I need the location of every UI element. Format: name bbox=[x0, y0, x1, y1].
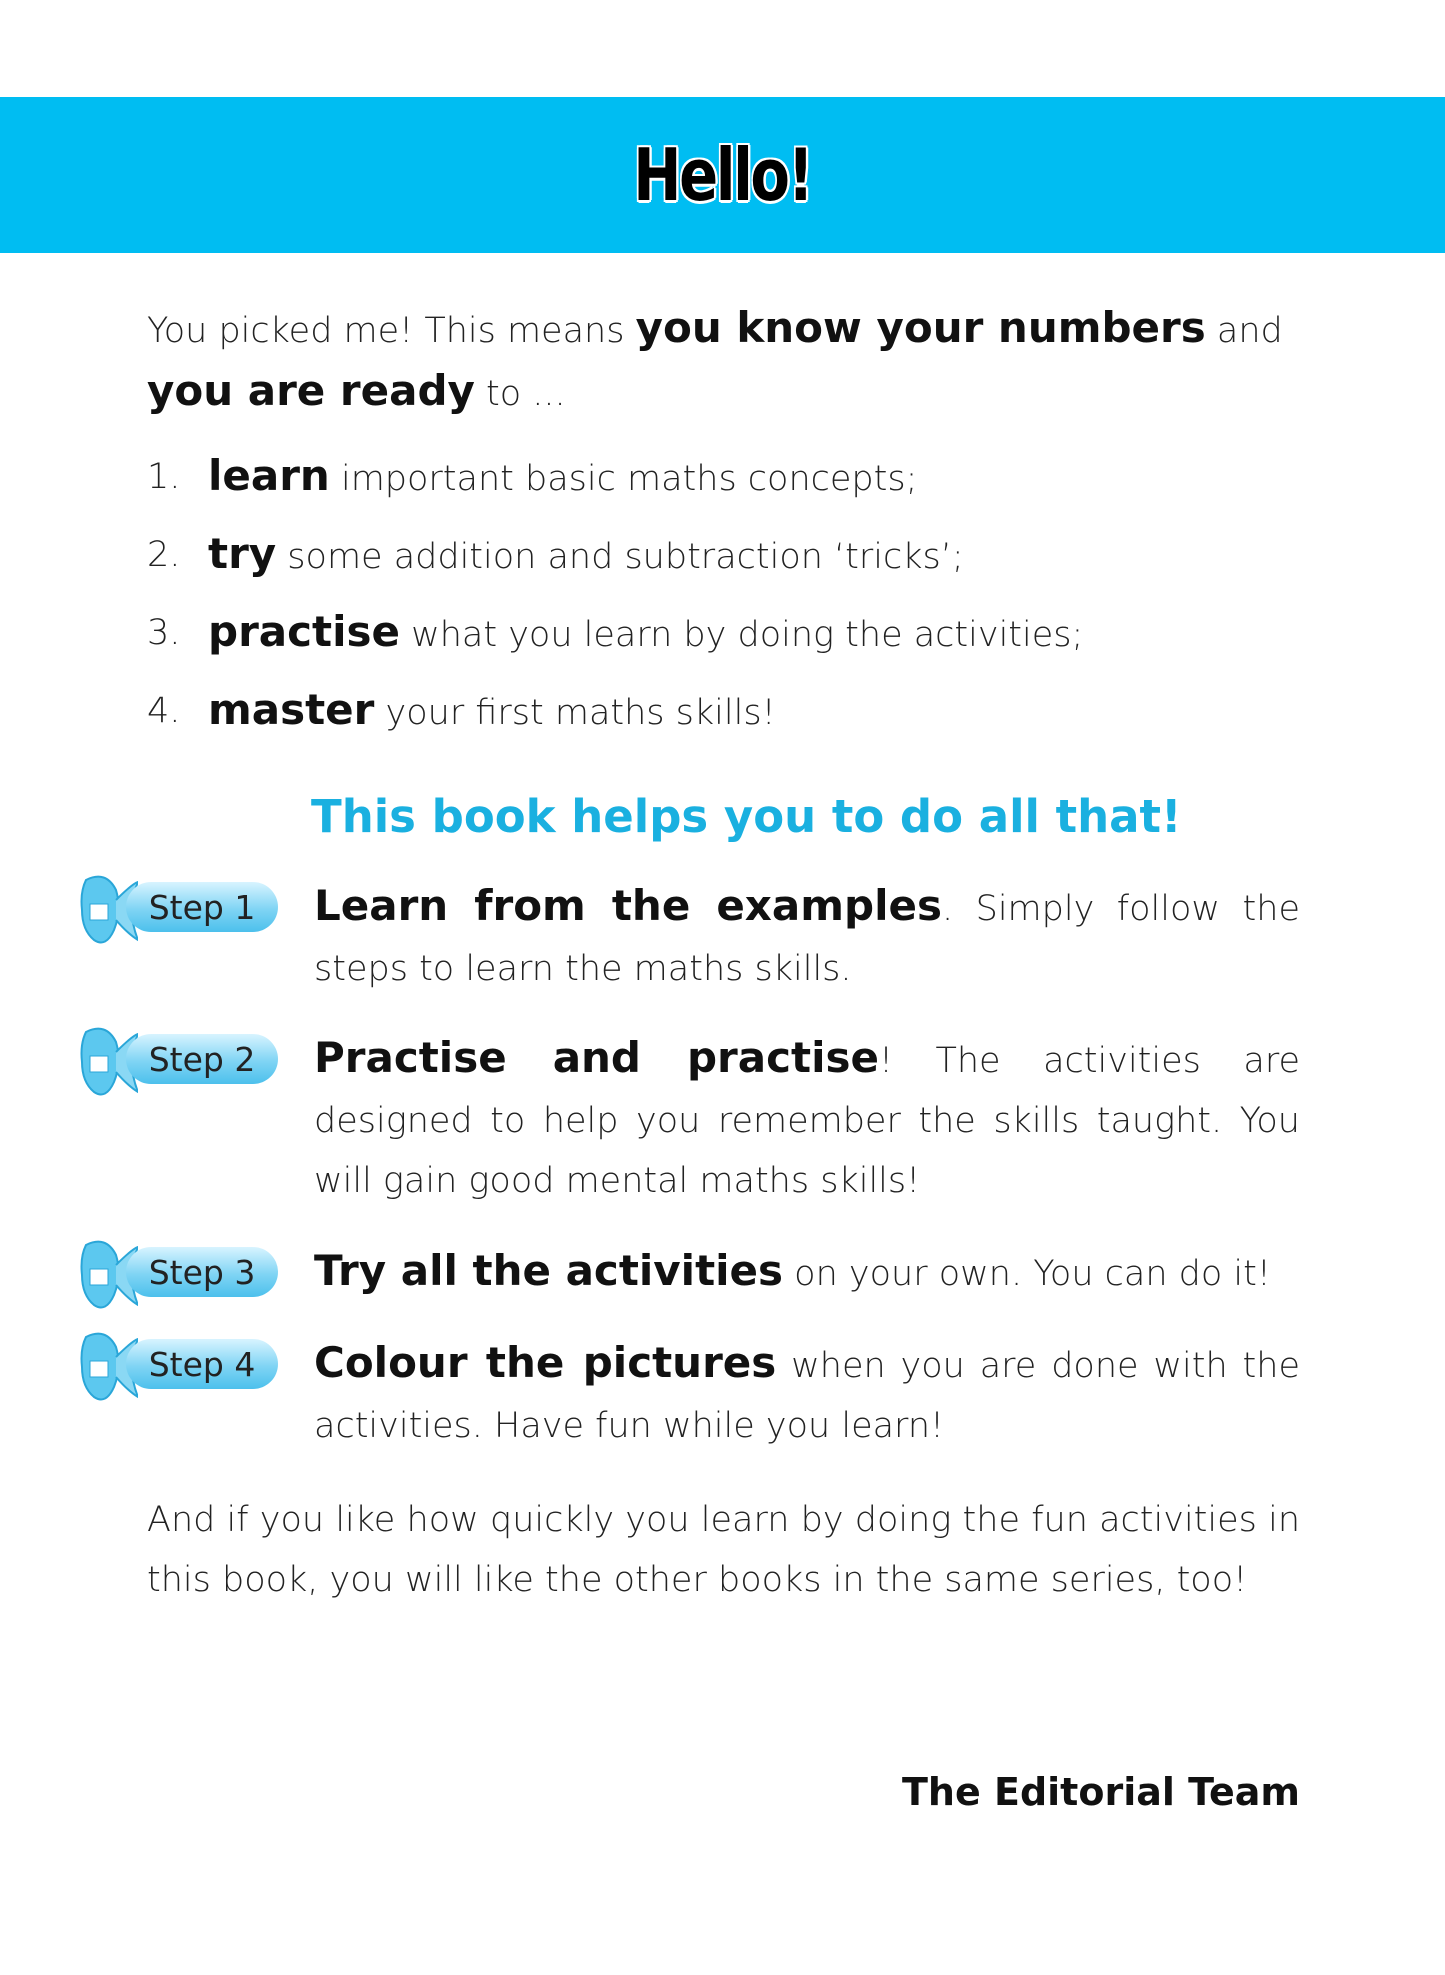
list-item bbox=[147, 438, 1307, 516]
step-badge bbox=[76, 870, 280, 942]
step-label: Step 1 bbox=[126, 882, 278, 932]
intro-text: to ... bbox=[474, 374, 566, 414]
step-label: Step 3 bbox=[126, 1247, 278, 1297]
step-badge bbox=[76, 1022, 280, 1094]
step-3 bbox=[76, 1241, 1300, 1307]
step-rest: on your own. You can do it! bbox=[783, 1254, 1271, 1294]
list-text: some addition and subtraction ‘tricks’; bbox=[276, 536, 964, 577]
signature: The Editorial Team bbox=[902, 1770, 1300, 1814]
list-number: 2. bbox=[147, 535, 181, 575]
step-rest: ! The activities are designed to help you remember the skills taught. You will gain good mental maths skills! bbox=[314, 1041, 1300, 1201]
step-2 bbox=[76, 1028, 1300, 1211]
subheading: This book helps you to do all that! bbox=[311, 790, 1182, 843]
step-rest: . Simply follow the steps to learn the maths skills. bbox=[314, 889, 1300, 989]
step-bold: Practise and practise bbox=[314, 1033, 879, 1082]
closing-paragraph: And if you like how quickly you learn by doing the fun activities in this book, you will like the other books in the same series, too! bbox=[147, 1500, 1300, 1600]
intro-text: You picked me! This means bbox=[147, 311, 636, 351]
intro-text: and bbox=[1205, 311, 1283, 351]
step-text bbox=[314, 1333, 1300, 1456]
step-bold: Learn from the examples bbox=[314, 881, 942, 930]
list-item bbox=[147, 516, 1307, 594]
page-title: Hello! bbox=[633, 133, 812, 217]
intro-bold: you are ready bbox=[147, 366, 475, 415]
header-banner bbox=[0, 97, 1445, 253]
list-number: 1. bbox=[147, 457, 181, 497]
step-bold: Colour the pictures bbox=[314, 1338, 777, 1387]
list-item bbox=[147, 672, 1307, 750]
list-bold: learn bbox=[208, 450, 330, 500]
list-text: what you learn by doing the activities; bbox=[399, 614, 1084, 655]
list-bold: practise bbox=[208, 606, 400, 656]
step-4 bbox=[76, 1333, 1300, 1456]
step-text bbox=[314, 1241, 1300, 1307]
list-text: your first maths skills! bbox=[374, 692, 776, 733]
step-rest: when you are done with the activities. Have fun while you learn! bbox=[314, 1346, 1300, 1446]
list-number: 3. bbox=[147, 613, 181, 653]
goals-list bbox=[147, 438, 1307, 750]
intro-bold: you know your numbers bbox=[635, 303, 1206, 352]
list-number: 4. bbox=[147, 691, 181, 731]
step-bold: Try all the activities bbox=[314, 1246, 784, 1295]
step-label: Step 2 bbox=[126, 1034, 278, 1084]
step-1 bbox=[76, 876, 1300, 999]
step-text bbox=[314, 876, 1300, 999]
list-text: important basic maths concepts; bbox=[329, 458, 918, 499]
intro-paragraph bbox=[147, 298, 1307, 424]
step-label: Step 4 bbox=[126, 1339, 278, 1389]
list-bold: try bbox=[208, 528, 277, 578]
list-item bbox=[147, 594, 1307, 672]
step-badge bbox=[76, 1235, 280, 1307]
step-badge bbox=[76, 1327, 280, 1399]
list-bold: master bbox=[208, 684, 375, 734]
step-text bbox=[314, 1028, 1300, 1211]
